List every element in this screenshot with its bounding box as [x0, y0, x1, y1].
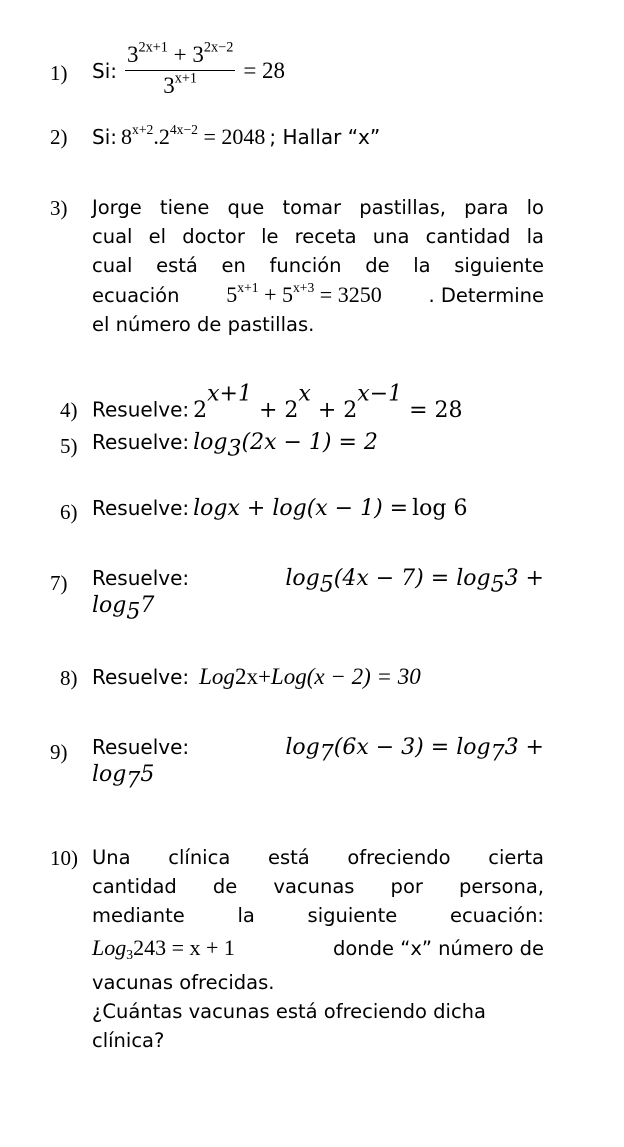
problem-9-number: 9): [50, 740, 68, 764]
problem-10-number: 10): [50, 846, 78, 870]
problem-3-line-2: cual el doctor le receta una cantidad la: [92, 225, 544, 248]
problem-6-prefix: Resuelve:: [92, 496, 190, 520]
problem-1: [92, 39, 286, 99]
problem-3-line-3: cual está en función de la siguiente: [92, 254, 544, 277]
problem-6-equation: logx + log(x − 1) =: [193, 496, 409, 521]
problem-3-line-1: Jorge tiene que tomar pastillas, para lo: [92, 196, 544, 219]
problem-4-equation: $2^{x+1} + 2^x + 2^{x-1} = 28$: [193, 381, 463, 423]
problem-3-line-4: ecuación $5^{x+1} + 5^{x+3} = 3250$ . Determine: [92, 279, 544, 307]
problem-7-number: 7): [50, 571, 68, 595]
problem-3-number: 3): [50, 196, 68, 220]
problem-2-suffix: ; Hallar “x”: [269, 125, 381, 149]
problem-3-line-5: el número de pastillas.: [92, 313, 315, 336]
problem-2-equation: $8^{x+2}.2^{4x-2} = 2048$: [121, 121, 266, 149]
problem-9-line-1: Resuelve: $\log_7(6x - 3) = \log_73$ +: [92, 735, 544, 767]
problem-1-fraction: [125, 39, 235, 99]
problem-1-prefix: Si:: [92, 58, 117, 83]
problem-10: [92, 843, 544, 1055]
problem-2-number: 2): [50, 125, 68, 149]
problem-8: [92, 664, 421, 690]
problem-8-prefix: Resuelve:: [92, 665, 190, 689]
problem-10-line-6: ¿Cuántas vacunas está ofreciendo dicha: [92, 1000, 486, 1023]
problem-1-rhs: = 28: [243, 57, 286, 83]
problem-10-equation: Log$_3$243 = x + 1: [92, 935, 235, 963]
problem-6-rhs: log 6: [412, 496, 468, 521]
problem-4-number: 4): [60, 398, 78, 422]
fraction-numerator: $3^{2x+1} + 3^{2x-2}$: [125, 42, 235, 71]
problem-10-line-7: clínica?: [92, 1029, 165, 1052]
problem-7-line-2: $\log_57$: [92, 593, 155, 625]
problem-9: [92, 735, 544, 794]
problem-10-line-4: Log$_3$243 = x + 1 donde “x” número de: [92, 935, 544, 963]
problem-6-number: 6): [60, 500, 78, 524]
problem-10-line-2: cantidad de vacunas por persona,: [92, 875, 544, 898]
problem-4-prefix: Resuelve:: [92, 397, 190, 422]
problem-1-number: 1): [50, 61, 68, 85]
problem-8-equation: Log2x+Log(x − 2) = 30: [199, 664, 421, 689]
problem-10-line-5: vacunas ofrecidas.: [92, 971, 275, 994]
problem-3: [92, 193, 544, 339]
problem-7-line-1: Resuelve: $\log_5(4x - 7) = \log_53$ +: [92, 566, 544, 598]
problem-4: [92, 381, 463, 423]
problem-2-prefix: Si:: [92, 125, 117, 149]
problem-6: [92, 496, 467, 521]
problem-9-line-2: $\log_75$: [92, 762, 155, 794]
problem-8-number: 8): [60, 666, 78, 690]
problem-5-number: 5): [60, 434, 78, 458]
problem-3-equation: $5^{x+1} + 5^{x+3} = 3250$: [226, 279, 382, 307]
problem-7: [92, 566, 544, 625]
fraction-denominator: $3^{x+1}$: [163, 70, 198, 98]
problem-2: [92, 121, 381, 150]
problem-5-equation: $\log_3(2x - 1) = 2$: [193, 430, 378, 462]
problem-10-line-3: mediante la siguiente ecuación:: [92, 904, 544, 927]
problem-5: [92, 430, 378, 462]
problem-10-line-1: Una clínica está ofreciendo cierta: [92, 846, 544, 869]
problem-5-prefix: Resuelve:: [92, 430, 190, 454]
